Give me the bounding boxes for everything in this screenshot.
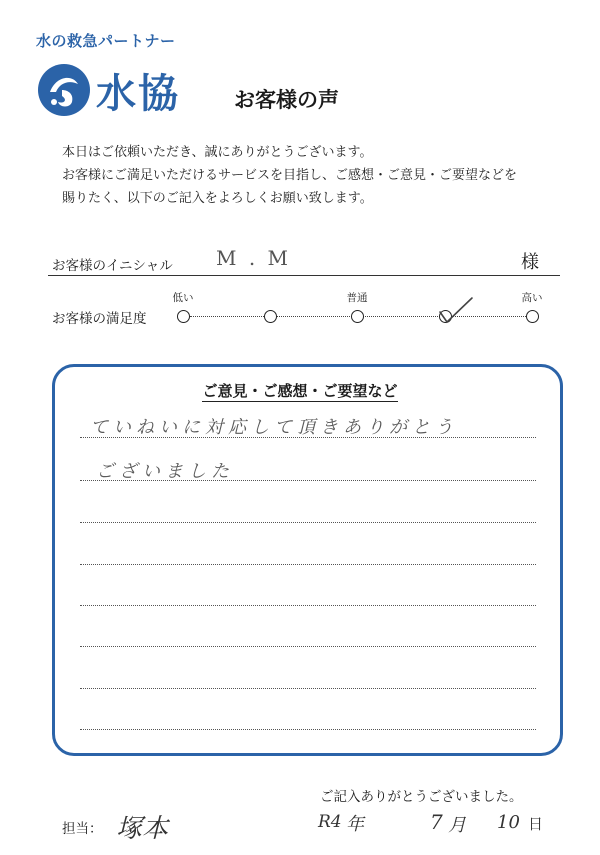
comment-rule bbox=[80, 729, 536, 730]
date-day-suffix: 日 bbox=[528, 815, 544, 833]
comment-rule bbox=[80, 522, 536, 523]
honorific-suffix: 様 bbox=[521, 252, 539, 273]
intro-line: 賜りたく、以下のご記入をよろしくお願い致します。 bbox=[62, 191, 373, 206]
comment-rule bbox=[80, 688, 536, 689]
date-month-suffix: 月 bbox=[448, 815, 466, 836]
initials-label: お客様のイニシャル bbox=[52, 258, 173, 274]
scale-high-label: 高い bbox=[521, 292, 543, 304]
comment-text-line[interactable]: ございました bbox=[96, 461, 234, 482]
satisfaction-option-5[interactable] bbox=[526, 310, 539, 323]
comment-rule bbox=[80, 605, 536, 606]
initials-underline bbox=[48, 275, 560, 276]
check-mark-icon bbox=[436, 296, 476, 326]
initials-field[interactable]: M . M bbox=[216, 246, 292, 270]
page-title: お客様の声 bbox=[234, 88, 339, 112]
date-month[interactable]: 7 bbox=[430, 810, 443, 834]
staff-name[interactable]: 塚本 bbox=[116, 814, 169, 844]
date-year[interactable]: R4 bbox=[318, 812, 342, 832]
satisfaction-option-3[interactable] bbox=[351, 310, 364, 323]
satisfaction-option-1[interactable] bbox=[177, 310, 190, 323]
date-year-suffix: 年 bbox=[346, 814, 364, 835]
satisfaction-label: お客様の満足度 bbox=[52, 311, 147, 327]
comment-rule bbox=[80, 646, 536, 647]
scale-mid-label: 普通 bbox=[346, 292, 368, 304]
comment-text-line[interactable]: ていねいに対応して頂きありがとう bbox=[90, 417, 458, 438]
brand-tagline: 水の救急パートナー bbox=[36, 32, 176, 50]
water-drop-logo-icon bbox=[36, 62, 92, 118]
date-day[interactable]: 10 bbox=[497, 812, 520, 833]
scale-low-label: 低い bbox=[172, 292, 194, 304]
intro-line: 本日はご依頼いただき、誠にありがとうございます。 bbox=[62, 145, 373, 160]
satisfaction-option-2[interactable] bbox=[264, 310, 277, 323]
thank-you-text: ご記入ありがとうございました。 bbox=[320, 789, 523, 805]
comments-title bbox=[0, 380, 600, 401]
intro-line: お客様にご満足いただけるサービスを目指し、ご感想・ご意見・ご要望などを bbox=[62, 168, 518, 183]
intro-text bbox=[62, 141, 517, 210]
brand-logo-text: 水協 bbox=[96, 71, 180, 117]
comment-rule bbox=[80, 564, 536, 565]
staff-label: 担当： bbox=[62, 821, 103, 837]
comments-title-text: ご意見・ご感想・ご要望など bbox=[202, 382, 398, 400]
